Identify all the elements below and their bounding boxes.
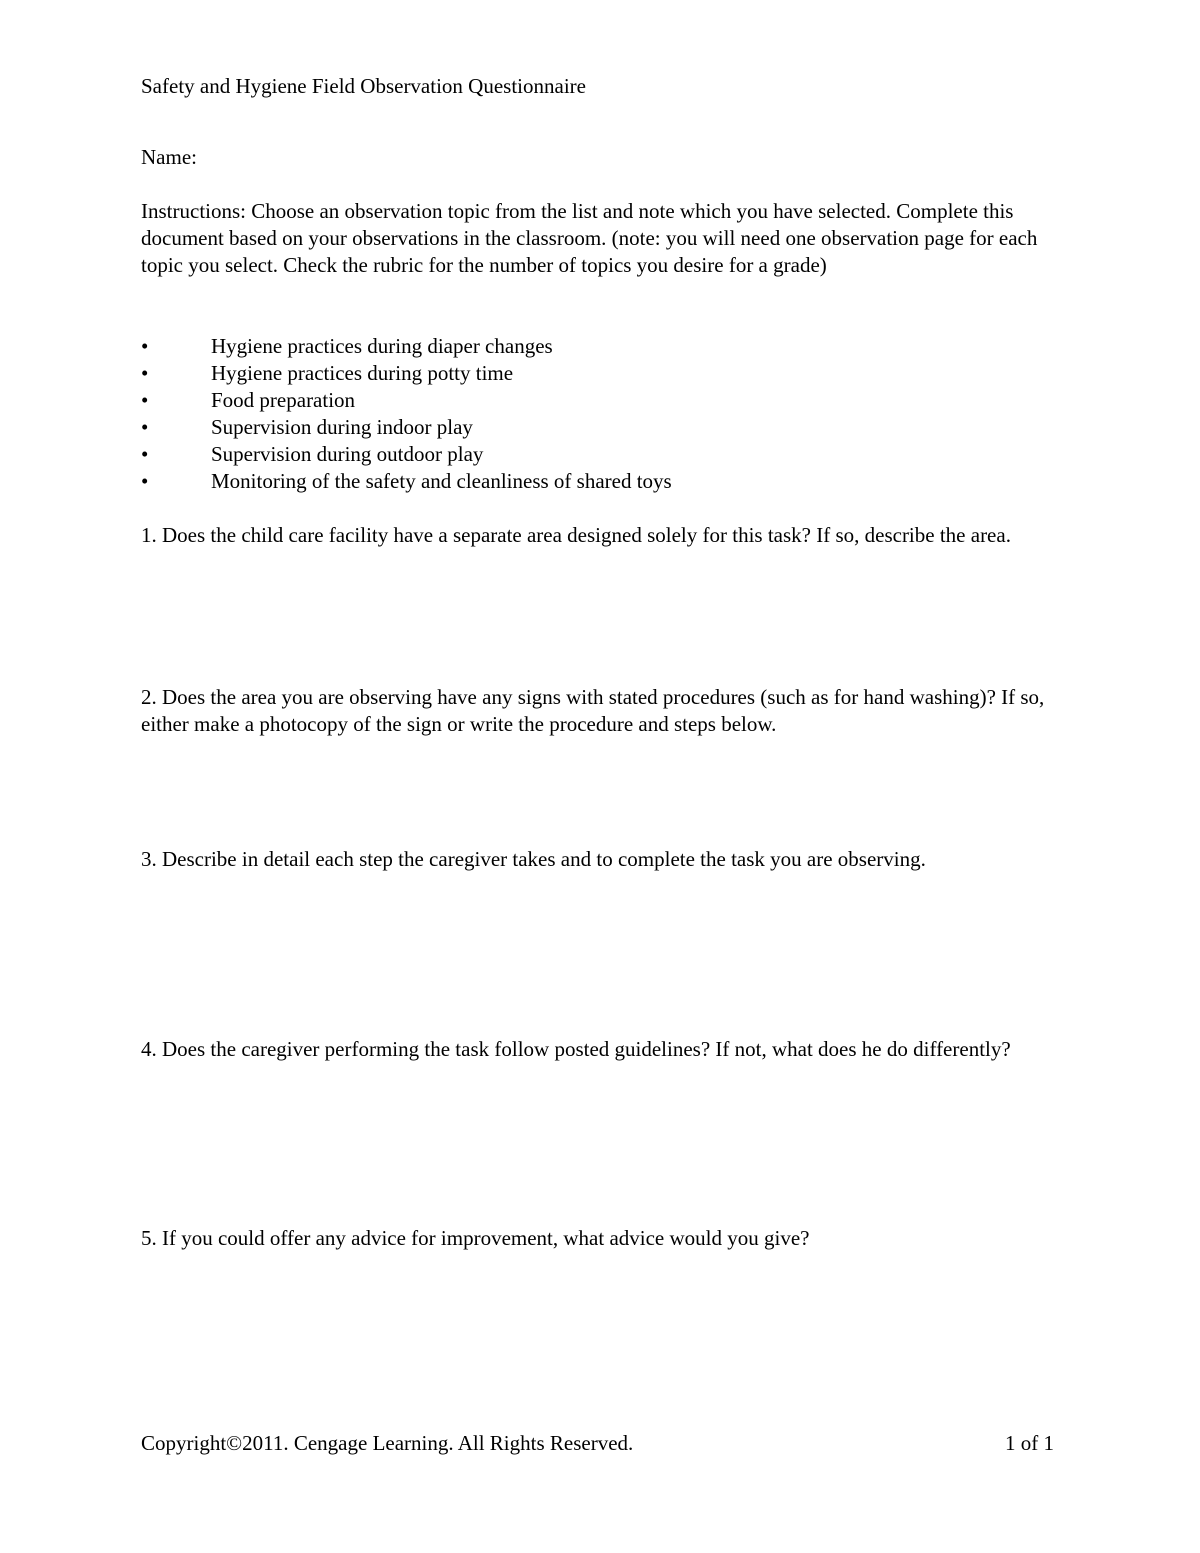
name-label: Name: xyxy=(141,145,197,169)
bullet-icon: • xyxy=(141,469,149,493)
question-1: 1. Does the child care facility have a separate area designed solely for this task? If so, describe the area. xyxy=(141,523,1011,547)
copyright-footer: Copyright©2011. Cengage Learning. All Rights Reserved. xyxy=(141,1431,634,1455)
topic-list-item xyxy=(141,360,1061,387)
bullet-icon: • xyxy=(141,442,149,466)
topic-list-item xyxy=(141,333,1061,360)
instructions-text: Instructions: Choose an observation topic from the list and note which you have selected. Complete this document based on your observations in the classroom. (note: you will need one observation page for each topic you select. Check the rubric for the number of topics you desire for a grade) xyxy=(141,199,1038,277)
topic-list-item xyxy=(141,387,1061,414)
topic-label: Supervision during outdoor play xyxy=(211,442,484,466)
bullet-icon: • xyxy=(141,361,149,385)
topic-label: Food preparation xyxy=(211,388,356,412)
document-title: Safety and Hygiene Field Observation Questionnaire xyxy=(141,74,586,98)
bullet-icon: • xyxy=(141,334,149,358)
topic-list-item xyxy=(141,468,1061,495)
topic-list xyxy=(141,333,1061,495)
question-2: 2. Does the area you are observing have any signs with stated procedures (such as for hand washing)? If so, either make a photocopy of the sign or write the procedure and steps below. xyxy=(141,685,1045,736)
question-4: 4. Does the caregiver performing the task follow posted guidelines? If not, what does he do differently? xyxy=(141,1037,1011,1061)
topic-list-item xyxy=(141,441,1061,468)
bullet-icon: • xyxy=(141,415,149,439)
topic-label: Supervision during indoor play xyxy=(211,415,473,439)
topic-label: Hygiene practices during potty time xyxy=(211,361,514,385)
topic-list-item xyxy=(141,414,1061,441)
bullet-icon: • xyxy=(141,388,149,412)
topic-label: Monitoring of the safety and cleanliness of shared toys xyxy=(211,469,672,493)
question-5: 5. If you could offer any advice for improvement, what advice would you give? xyxy=(141,1226,810,1250)
question-3: 3. Describe in detail each step the caregiver takes and to complete the task you are observing. xyxy=(141,847,926,871)
page-number: 1 of 1 xyxy=(1005,1431,1054,1455)
topic-label: Hygiene practices during diaper changes xyxy=(211,334,553,358)
